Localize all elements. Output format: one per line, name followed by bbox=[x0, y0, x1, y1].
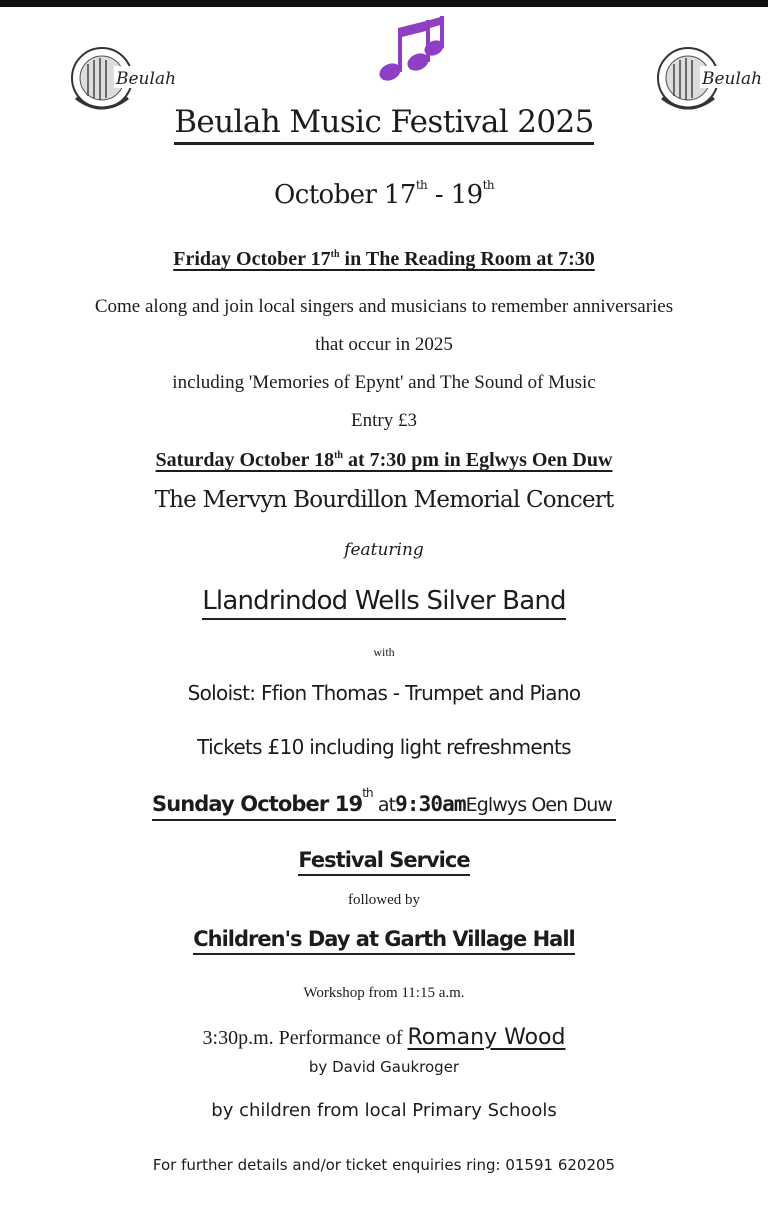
with-label: with bbox=[373, 645, 395, 659]
contact-line: For further details and/or ticket enquiries ring: 01591 620205 bbox=[152, 1156, 616, 1174]
band-name: Llandrindod Wells Silver Band bbox=[0, 586, 768, 620]
performance-line: 3:30p.m. Performance of Romany Wood bbox=[202, 1025, 566, 1050]
concert-title: The Mervyn Bourdillon Memorial Concert bbox=[154, 487, 614, 513]
festival-service: Festival Service bbox=[0, 848, 768, 876]
friday-entry: Entry £3 bbox=[351, 410, 417, 431]
childrens-day-heading: Children's Day at Garth Village Hall bbox=[0, 927, 768, 955]
svg-text:Beulah: Beulah bbox=[702, 69, 763, 89]
page-title: Beulah Music Festival 2025 bbox=[0, 104, 768, 145]
followed-by-label: followed by bbox=[347, 892, 421, 908]
author-line: by David Gaukroger bbox=[308, 1058, 460, 1076]
workshop-line: Workshop from 11:15 a.m. bbox=[303, 985, 465, 1001]
soloist-line: Soloist: Ffion Thomas - Trumpet and Piano bbox=[187, 681, 581, 705]
children-line: by children from local Primary Schools bbox=[211, 1100, 557, 1121]
top-border bbox=[0, 0, 768, 7]
saturday-heading: Saturday October 18th at 7:30 pm in Eglwys Oen Duw bbox=[155, 449, 613, 471]
friday-line-1: Come along and join local singers and musicians to remember anniversaries bbox=[94, 296, 674, 317]
svg-text:Beulah: Beulah bbox=[116, 69, 177, 89]
sunday-heading: Sunday October 19th at9:30amEglwys Oen Duw bbox=[0, 786, 768, 821]
festival-dates: October 17th - 19th bbox=[274, 178, 494, 210]
friday-heading: Friday October 17th in The Reading Room at 7:30 bbox=[173, 248, 595, 270]
music-notes-icon bbox=[372, 14, 448, 86]
tickets-line: Tickets £10 including light refreshments bbox=[197, 735, 571, 759]
friday-line-2: that occur in 2025 bbox=[315, 334, 453, 355]
featuring-label: featuring bbox=[344, 540, 424, 560]
friday-line-3: including 'Memories of Epynt' and The Sound of Music bbox=[172, 372, 596, 393]
